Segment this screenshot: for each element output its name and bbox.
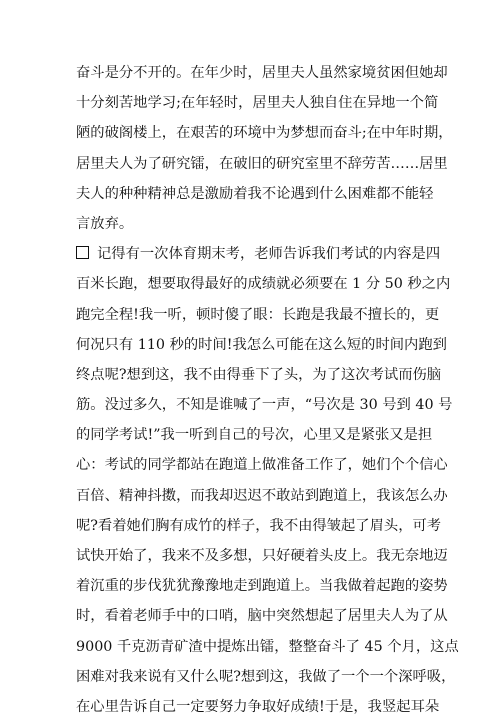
paragraph-1-line-3: 陋的破阁楼上，在艰苦的环境中为梦想而奋斗;在中年时期，: [76, 125, 453, 142]
paragraph-2-line-12: 着沉重的步伐犹犹豫豫地走到跑道上。当我做着起跑的姿势: [76, 578, 448, 595]
paragraph-2-line-9: 百倍、精神抖擞，而我却迟迟不敢站到跑道上，我该怎么办: [76, 487, 448, 504]
paragraph-2-line-15: 困难对我来说有又什么呢?想到这，我做了一个一个深呼吸，: [76, 668, 456, 685]
paragraph-2-line-1-text: 记得有一次体育期末考，老师告诉我们考试的内容是四: [97, 246, 441, 263]
paragraph-2-line-3: 跑完全程!我一听，顿时傻了眼：长跑是我最不擅长的，更: [76, 306, 440, 323]
paragraph-2-line-11: 试快开始了，我来不及多想，只好硬着头皮上。我无奈地迈: [76, 548, 448, 564]
checkbox-glyph-icon: [76, 246, 89, 259]
paragraph-2-line-2: 百米长跑，想要取得最好的成绩就必须要在 1 分 50 秒之内: [76, 276, 451, 293]
paragraph-2-line-5: 终点呢?想到这，我不由得垂下了头，为了这次考试而伤脑: [76, 366, 442, 383]
paragraph-2-line-16: 在心里告诉自己一定要努力争取好成绩!于是，我竖起耳朵: [76, 698, 440, 715]
paragraph-1-line-6: 言放弃。: [76, 215, 134, 232]
paragraph-1-line-5: 夫人的种种精神总是激励着我不论遇到什么困难都不能轻: [76, 185, 434, 202]
paragraph-2-line-4: 何况只有 110 秒的时间!我怎么可能在这么短的时间内跑到: [76, 336, 447, 353]
paragraph-2-line-14: 9000 千克沥青矿渣中提炼出镭，整整奋斗了 45 个月，这点: [76, 638, 459, 655]
paragraph-2-line-1: [76, 239, 441, 269]
paragraph-2-line-7: 的同学考试!”我一听到自己的号次，心里又是紧张又是担: [76, 427, 433, 444]
paragraph-2-line-6: 筋。没过多久，不知是谁喊了一声，“号次是 30 号到 40 号: [76, 397, 453, 414]
paragraph-2-line-13: 时，看着老师手中的口哨，脑中突然想起了居里夫人为了从: [76, 608, 448, 625]
document-text: [76, 58, 459, 722]
paragraph-1-line-1: 奋斗是分不开的。在年少时，居里夫人虽然家境贫困但她却: [76, 65, 448, 81]
paragraph-1-line-4: 居里夫人为了研究镭，在破旧的研究室里不辞劳苦……居里: [76, 155, 448, 172]
paragraph-2-line-10: 呢?看着她们胸有成竹的样子，我不由得皱起了眉头，可考: [76, 517, 442, 534]
paragraph-2-line-8: 心：考试的同学都站在跑道上做准备工作了，她们个个信心: [76, 457, 448, 474]
paragraph-1-line-2: 十分刻苦地学习;在年轻时，居里夫人独自住在异地一个简: [76, 95, 439, 112]
